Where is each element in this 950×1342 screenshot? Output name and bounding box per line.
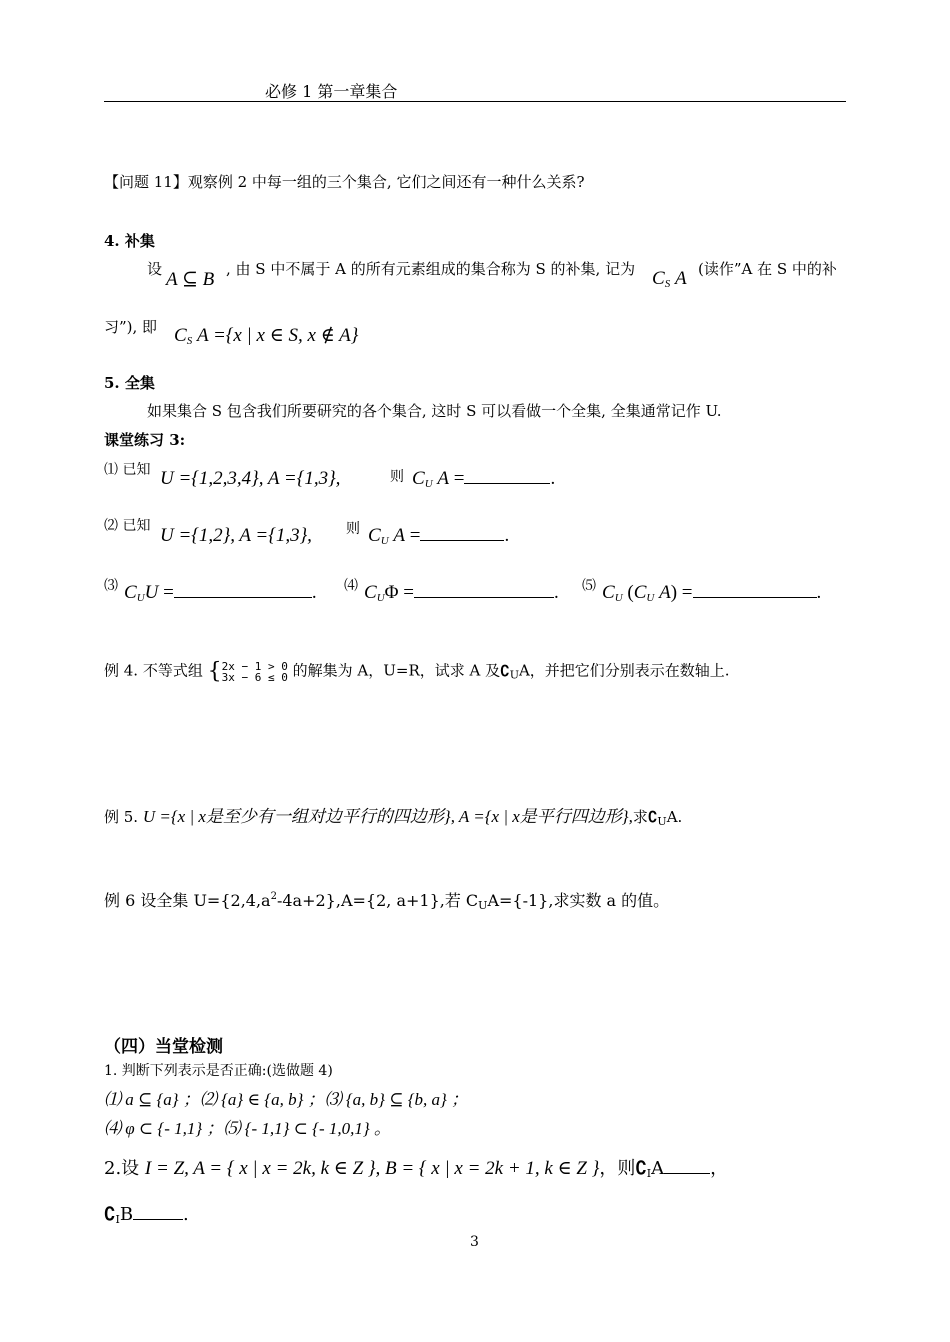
practice-1-then: 则: [390, 469, 404, 485]
practice-2-then: 则: [346, 521, 360, 537]
example-5-text-2: A.: [666, 808, 683, 826]
practice-1-math: U ={1,2,3,4}, A ={1,3},: [160, 468, 341, 489]
inequality-row-2: 3x − 6 ≤ 0: [221, 670, 288, 684]
section-4-text-4: 习”), 即: [104, 318, 158, 336]
section-4-text-3: (读作”A 在 S 中的补: [698, 260, 837, 278]
complement-symbol: ∁: [500, 661, 510, 680]
practice-1-prefix: ⑴ 已知: [104, 462, 151, 478]
page-number: 3: [470, 1234, 479, 1250]
example-4-prefix: 例 4. 不等式组: [104, 661, 203, 680]
complement-definition: $C_S$ A ={x | x ∈ S, x ∉ A}: [174, 325, 359, 347]
inequality-system: [222, 661, 288, 683]
complement-symbol: ∁: [647, 808, 658, 826]
check-section-title: （四）当堂检测: [104, 1037, 223, 1057]
check-question-1-row-2: ⑷ φ ⊂ {- 1,1} ；⑸ {- 1,1} ⊂ {- 1,0,1} 。: [104, 1119, 391, 1138]
section-4-title: 4. 补集: [104, 232, 155, 250]
q2-a: A: [651, 1158, 665, 1179]
check-question-2: 2.设 I = Z, A = { x | x = 2k, k ∈ Z }, B = { x | x = 2k + 1, k ∈ Z }，则$∁_IA$ ，: [104, 1158, 729, 1180]
example-5: 例 5. U ={x | x是至少有一组对边平行的四边形}, A ={x | x是平行四边形},求$∁_UA$.: [104, 807, 683, 828]
section-5-text: 如果集合 S 包含我们所要研究的各个集合, 这时 S 可以看做一个全集, 全集通常记作 U.: [147, 402, 722, 420]
section-4-text-1: 设: [147, 260, 163, 278]
answer-blank-a[interactable]: [664, 1173, 710, 1174]
practice-title: 课堂练习 3:: [104, 431, 186, 449]
check-question-1: 1. 判断下列表示是否正确:(选做题 4): [104, 1063, 333, 1079]
subset-expression: A ⊆ B: [166, 269, 215, 290]
example-5-math: U ={x | x是至少有一组对边平行的四边形}, A ={x | x是平行四边形},: [142, 807, 633, 826]
practice-3-number: ⑶: [104, 578, 118, 594]
example-5-prefix: 例 5.: [104, 808, 139, 826]
section-5-title: 5. 全集: [104, 374, 155, 392]
example-5-text: 求: [632, 808, 648, 826]
complement-cs-a: $C_S$ A: [652, 268, 687, 290]
example-4-text-2: A，并把它们分别表示在数轴上.: [518, 661, 730, 680]
inequality-row-1: 2x − 1 > 0: [221, 659, 288, 673]
practice-5-number: ⑸: [582, 578, 596, 594]
q2-b: B: [119, 1204, 134, 1225]
section-4-math-1: [166, 268, 214, 291]
practice-5-math: $C_U$ ($C_U$ A) = .: [602, 582, 822, 604]
practice-1-complement: $C_U$ A = .: [412, 468, 556, 490]
q2-math: I = Z, A = { x | x = 2k, k ∈ Z }, B = { x | x = 2k + 1, k ∈ Z }: [144, 1158, 600, 1179]
section-4-text-2: , 由 S 中不属于 A 的所有元素组成的集合称为 S 的补集, 记为: [226, 260, 636, 278]
practice-4-math: $C_U\Phi$ = .: [364, 582, 559, 604]
complement-symbol: ∁: [104, 1204, 116, 1225]
example-4-text: 的解集为 A，U=R，试求 A 及: [292, 661, 501, 680]
check-question-2-b: $∁_IB$ .: [104, 1204, 189, 1226]
check-question-1-row-1: ⑴ a ⊆ {a} ；⑵ {a} ∈ {a, b} ；⑶ {a, b} ⊆ {b, a} ；: [104, 1090, 469, 1109]
practice-4-number: ⑷: [344, 578, 358, 594]
practice-3-math: $C_UU$ = .: [124, 582, 317, 604]
example-6: 例 6 设全集 $U=\{2,4,a^2-4a+2\},A=\{2$, a+1},若 $C_UA=\{-1\}$,求实数 a 的值。: [104, 891, 670, 912]
header-rule: [104, 101, 846, 102]
system-brace: {: [207, 659, 222, 684]
example-4: 例 4. 不等式组 {2x − 1 > 0 3x − 6 ≤ 0 的解集为 A，U=R，试求 A 及$∁_UA$，并把它们分别表示在数轴上.: [104, 659, 730, 684]
question-11: 【问题 11】观察例 2 中每一组的三个集合, 它们之间还有一种什么关系?: [104, 173, 585, 191]
complement-symbol: ∁: [635, 1158, 647, 1179]
practice-2-math: U ={1,2}, A ={1,3},: [160, 525, 312, 546]
answer-blank-b[interactable]: [133, 1219, 183, 1220]
practice-2-complement: $C_U$ A = .: [368, 525, 510, 547]
practice-2-prefix: ⑵ 已知: [104, 518, 151, 534]
q2-prefix: 2.设: [104, 1158, 140, 1179]
q2-then: ，则: [599, 1158, 636, 1179]
header-title: 必修 1 第一章集合: [265, 82, 398, 101]
